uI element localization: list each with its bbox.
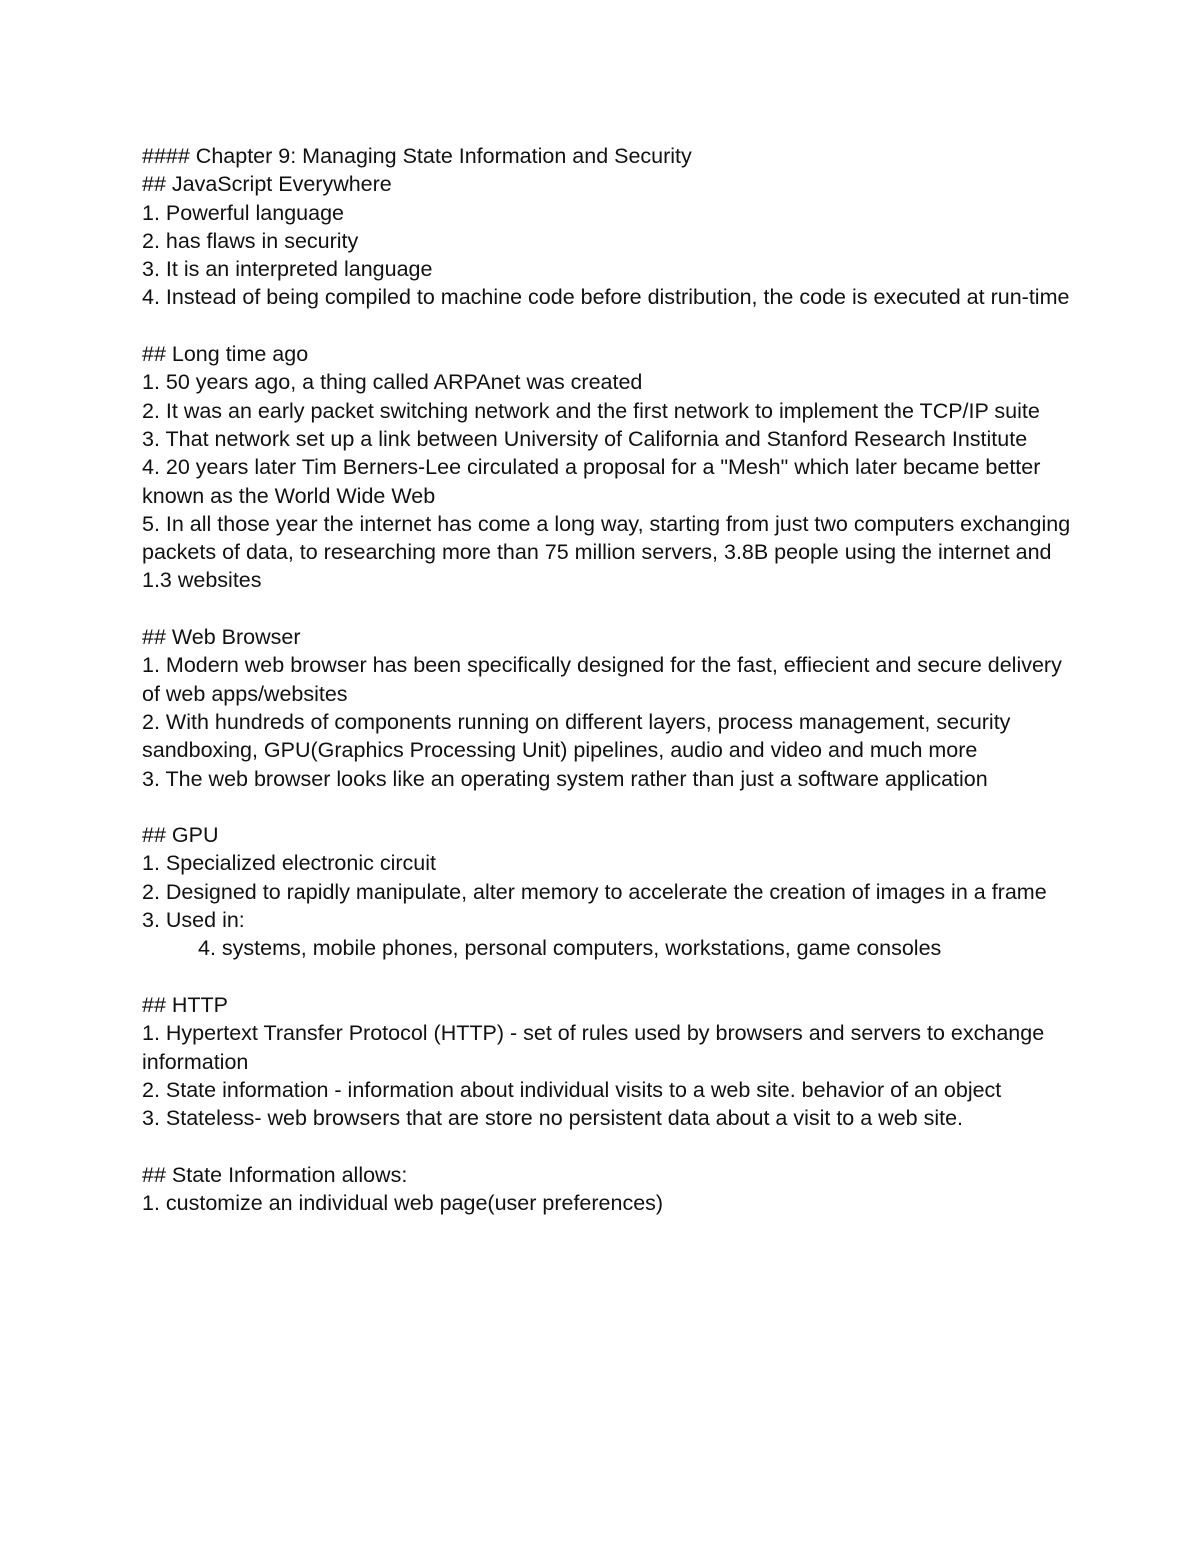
section-javascript-everywhere xyxy=(142,170,1072,311)
list-item: 2. With hundreds of components running on different layers, process management, security sandboxing, GPU(Graphics Processing Unit) pipelines, audio and video and much more xyxy=(142,709,1017,763)
section-long-time-ago xyxy=(142,340,1077,595)
list-item: 3. It is an interpreted language xyxy=(142,257,433,282)
section-heading: ## HTTP xyxy=(142,992,229,1017)
section-heading: ## State Information allows: xyxy=(142,1162,408,1187)
list-item: 1. customize an individual web page(user preferences) xyxy=(142,1190,664,1215)
list-item: 4. 20 years later Tim Berners-Lee circulated a proposal for a "Mesh" which later became better known as the World Wide Web xyxy=(142,455,1047,508)
list-item: 3. That network set up a link between University of California and Stanford Research Institute xyxy=(142,426,1028,451)
list-item: 1. Modern web browser has been specifically designed for the fast, effiecient and secure delivery of web apps/websites xyxy=(142,653,1068,706)
nested-list-item: 4. systems, mobile phones, personal computers, workstations, game consoles xyxy=(198,936,942,961)
section-gpu xyxy=(142,821,1072,962)
list-item: 1. Powerful language xyxy=(142,200,345,225)
list-item: 1. Specialized electronic circuit xyxy=(142,851,436,876)
document-body xyxy=(142,142,1077,1217)
list-item: 3. The web browser looks like an operating system rather than just a software application xyxy=(142,766,988,791)
section-heading: ## GPU xyxy=(142,823,219,848)
list-item: 3. Stateless- web browsers that are store no persistent data about a visit to a web site. xyxy=(142,1106,964,1131)
chapter-heading: #### Chapter 9: Managing State Information and Security xyxy=(142,144,692,168)
list-item: 1. Hypertext Transfer Protocol (HTTP) - set of rules used by browsers and servers to exchange information xyxy=(142,1021,1051,1074)
section-heading: ## Web Browser xyxy=(142,625,301,650)
list-item: 2. has flaws in security xyxy=(142,228,359,253)
section-web-browser xyxy=(142,623,1072,793)
list-item: 5. In all those year the internet has come a long way, starting from just two computers exchanging packets of data, to researching more than 75 million servers, 3.8B people using the internet and 1.3 websites xyxy=(142,511,1077,593)
section-http xyxy=(142,991,1072,1132)
list-item: 2. It was an early packet switching network and the first network to implement the TCP/IP suite xyxy=(142,398,1040,423)
list-item: 2. State information - information about individual visits to a web site. behavior of an object xyxy=(142,1077,1002,1102)
list-item: 4. Instead of being compiled to machine code before distribution, the code is executed at run-time xyxy=(142,285,1070,310)
list-item: 3. Used in: xyxy=(142,908,245,933)
list-item: 2. Designed to rapidly manipulate, alter memory to accelerate the creation of images in a frame xyxy=(142,879,1047,904)
list-item: 1. 50 years ago, a thing called ARPAnet was created xyxy=(142,370,643,395)
section-heading: ## JavaScript Everywhere xyxy=(142,172,392,197)
section-heading: ## Long time ago xyxy=(142,342,309,367)
section-state-information-allows xyxy=(142,1161,1072,1218)
